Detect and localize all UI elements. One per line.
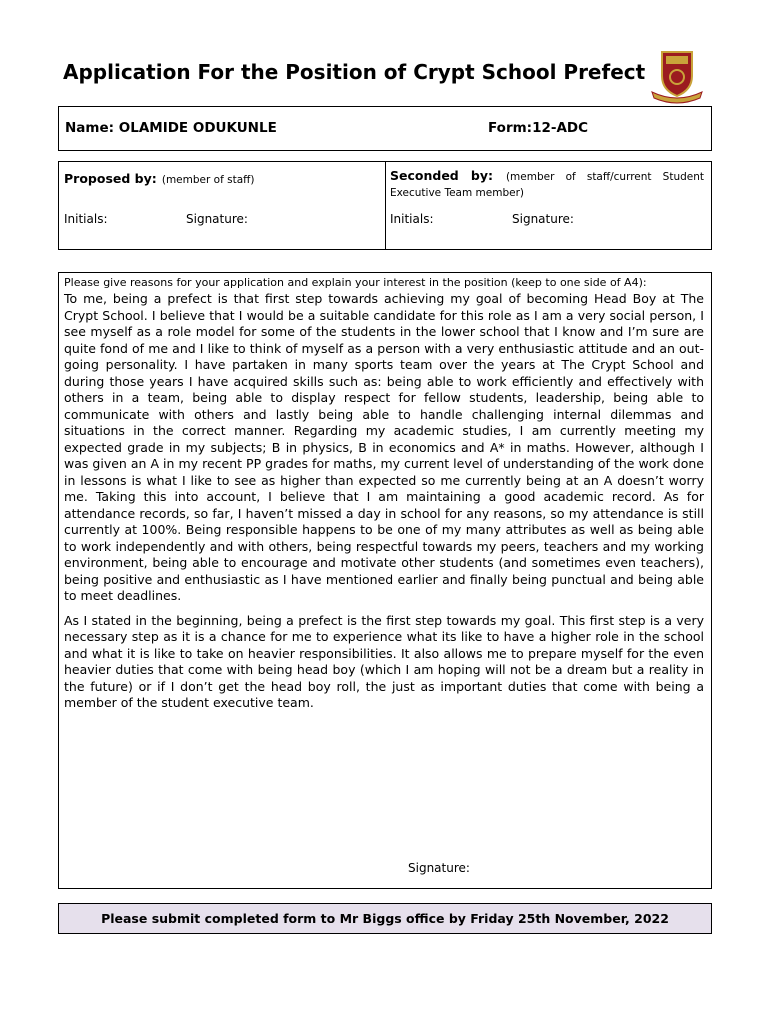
form-value: 12-ADC bbox=[532, 120, 589, 136]
proposed-signature-label: Signature: bbox=[186, 212, 248, 226]
reasons-body bbox=[64, 291, 704, 720]
submit-text: Please submit completed form to Mr Biggs office by Friday 25th November, 2022 bbox=[101, 911, 669, 926]
applicant-box bbox=[58, 106, 712, 151]
applicant-name bbox=[65, 120, 277, 136]
name-value: OLAMIDE ODUKUNLE bbox=[118, 120, 277, 136]
applicant-signature-label: Signature: bbox=[408, 861, 470, 875]
reasons-prompt: Please give reasons for your application and explain your interest in the position (keep to one side of A4): bbox=[64, 276, 647, 289]
seconded-initials-label: Initials: bbox=[390, 212, 434, 226]
name-label: Name: bbox=[65, 120, 115, 136]
proposed-by-cell bbox=[59, 162, 386, 249]
form-label: Form: bbox=[488, 120, 533, 136]
applicant-form bbox=[488, 120, 588, 136]
seconded-signature-label: Signature: bbox=[512, 212, 574, 226]
reasons-box bbox=[58, 272, 712, 889]
school-crest-icon bbox=[648, 46, 706, 104]
proposed-label: Proposed by: bbox=[64, 171, 157, 186]
proposed-initials-label: Initials: bbox=[64, 212, 108, 226]
seconded-label: Seconded by: bbox=[390, 168, 494, 183]
reasons-paragraph: To me, being a prefect is that first step towards achieving my goal of becoming Head Boy at The Crypt School. I believe that I would be a suitable candidate for this role as I am a very social person, I see myself as a role model for some of the students in the lower school that I know and I’m sure are quite fond of me and I like to think of myself as a person with a very enthusiastic attitude and an out-going personality. I have partaken in many sports team over the years at The Crypt School and during those years I have acquired skills such as: being able to work efficiently and effectively with others in a team, being able to display respect for fellow students, leadership, being able to communicate with others and lastly being able to handle challenging internal dilemmas and situations in the correct manner. Regarding my academic studies, I am currently meeting my expected grade in my subjects; B in physics, B in economics and A* in maths. However, although I was given an A in my recent PP grades for maths, my current level of understanding of the work done in lessons is what I like to see as higher than expected so me currently being at an A doesn’t worry me. Taking this into account, I believe that I am maintaining a good academic record. As for attendance records, so far, I haven’t missed a day in school for any reasons, so my attendance is still currently at 100%. Being responsible happens to be one of my many attributes as well as being able to work independently and with others, being respectful towards my peers, teachers and my working environment, being able to encourage and motivate other students (and sometimes even teachers), being positive and enthusiastic as I have mentioned earlier and finally being punctual and being able to meet deadlines. bbox=[64, 291, 704, 603]
proposer-box bbox=[58, 161, 712, 250]
seconded-by-cell bbox=[385, 162, 711, 249]
submit-notice bbox=[58, 903, 712, 934]
proposed-note: (member of staff) bbox=[161, 174, 255, 186]
page-title: Application For the Position of Crypt School Prefect bbox=[63, 60, 646, 84]
seconded-note: (member of staff/current Student Executive Team member) bbox=[390, 171, 705, 199]
reasons-paragraph: As I stated in the beginning, being a prefect is the first step towards my goal. This first step is a very necessary step as it is a chance for me to experience what its like to have a higher role in the school and what it is like to take on heavier responsibilities. It also allows me to prepare myself for the even heavier duties that come with being head boy (which I am hoping will not be a dream but a reality in the future) or if I don’t get the head boy roll, the just as important duties that come with being a member of the student executive team. bbox=[64, 612, 704, 710]
